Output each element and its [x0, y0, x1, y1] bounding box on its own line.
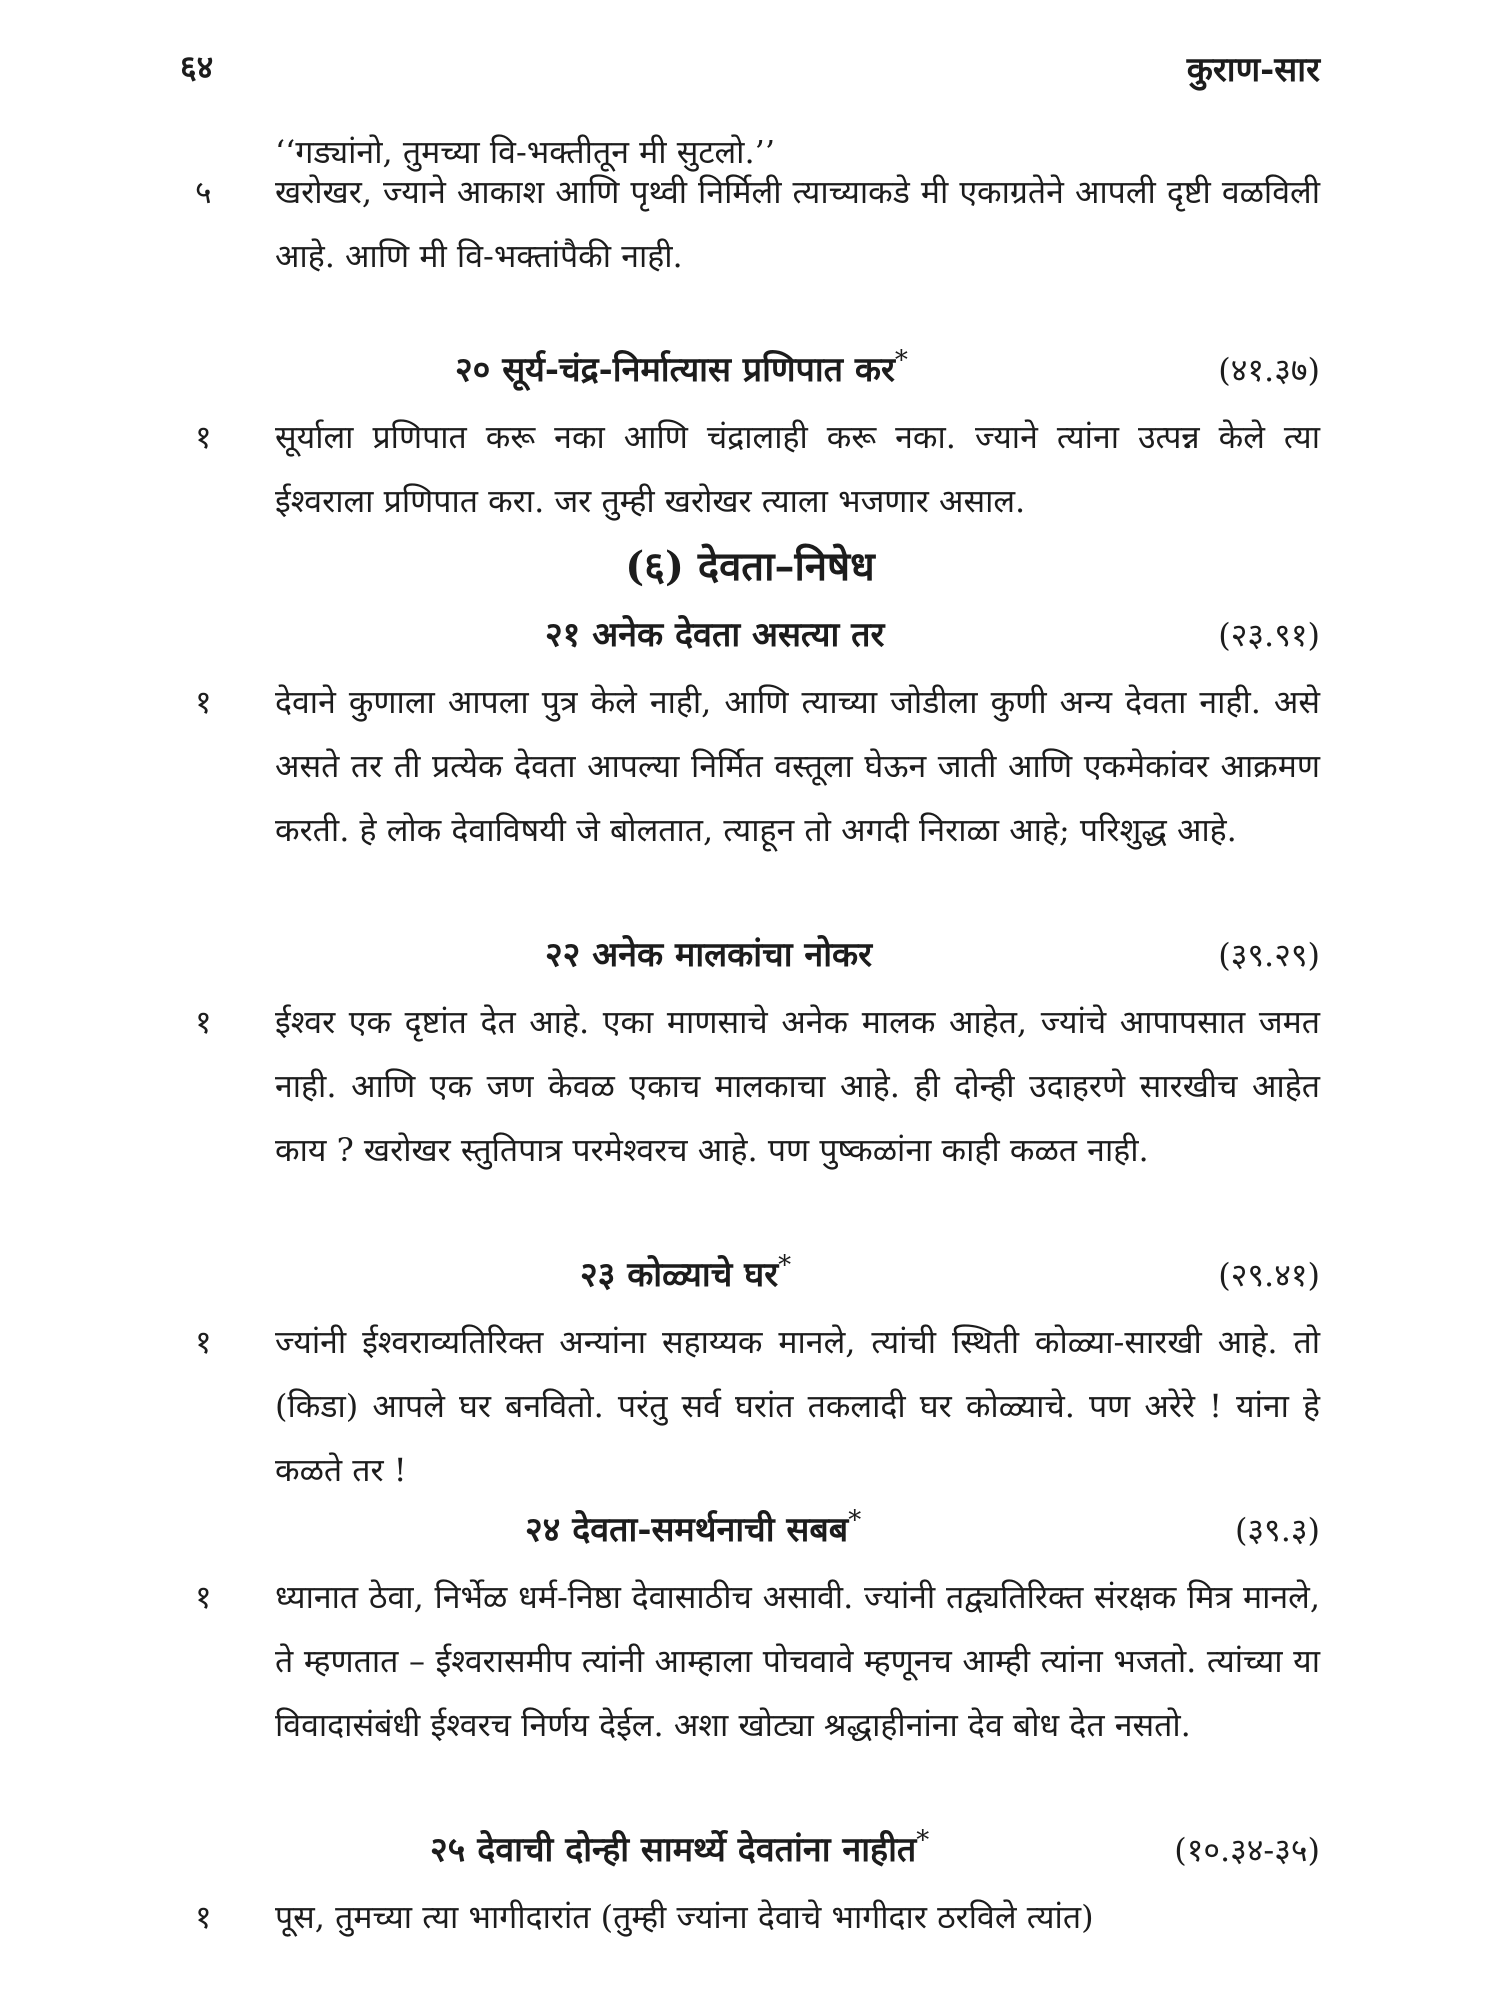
- verse-number: १: [195, 683, 212, 721]
- verse-number: ५: [195, 173, 212, 211]
- verse-number: १: [195, 1578, 212, 1616]
- verse-number: १: [195, 1003, 212, 1041]
- surah-reference: (३९.३): [1234, 1511, 1320, 1549]
- verse-continuation: ‘‘गड्यांनो, तुमच्या वि-भक्तीतून मी सुटलो.’’: [275, 133, 775, 171]
- book-title: कुराण-सार: [1186, 50, 1320, 90]
- footnote-mark: *: [778, 1250, 792, 1281]
- heading-title: २२ अनेक मालकांचा नोकर: [545, 935, 873, 975]
- surah-reference: (४१.३७): [1218, 351, 1320, 389]
- verse-text: ध्यानात ठेवा, निर्भेळ धर्म-निष्ठा देवासाठीच असावी. ज्यांनी तद्व्यतिरिक्त संरक्षक मित्र मानले, ते म्हणतात – ईश्वरासमीप त्यांनी आम्हाला पोचवावे म्हणूनच आम्ही त्यांना भजतो. त्यांच्या या विवादासंबंधी ईश्वरच निर्णय देईल. अशा खोट्या श्रद्धाहीनांना देव बोध देत नसतो.: [275, 1578, 1320, 1744]
- heading-title: २३ कोळ्याचे घर: [580, 1255, 779, 1295]
- chapter-heading: [580, 1245, 791, 1305]
- chapter-heading: [430, 1820, 929, 1880]
- verse-number: १: [195, 1898, 212, 1936]
- section-title: (६) देवता–निषेध: [625, 543, 875, 590]
- verse-text: पूस, तुमच्या त्या भागीदारांत (तुम्ही ज्यांना देवाचे भागीदार ठरविले त्यांत): [275, 1898, 1094, 1936]
- surah-reference: (२९.४१): [1218, 1256, 1320, 1294]
- surah-reference: (२३.९१): [1218, 616, 1320, 654]
- heading-title: २० सूर्य-चंद्र-निर्मात्यास प्रणिपात कर: [455, 350, 895, 390]
- surah-reference: (१०.३४-३५): [1174, 1831, 1320, 1869]
- footnote-mark: *: [848, 1505, 862, 1536]
- heading-title: २१ अनेक देवता असत्या तर: [545, 615, 885, 655]
- footnote-mark: *: [894, 345, 908, 376]
- heading-title: २४ देवता-समर्थनाची सबब: [525, 1510, 849, 1550]
- verse-text: खरोखर, ज्याने आकाश आणि पृथ्वी निर्मिली त्याच्याकडे मी एकाग्रतेने आपली दृष्टी वळविली आहे. आणि मी वि-भक्तांपैकी नाही.: [275, 173, 1320, 275]
- verse-text: सूर्याला प्रणिपात करू नका आणि चंद्रालाही करू नका. ज्याने त्यांना उत्पन्न केले त्या ईश्वराला प्रणिपात करा. जर तुम्ही खरोखर त्याला भजणार असाल.: [275, 418, 1320, 520]
- surah-reference: (३९.२९): [1218, 936, 1320, 974]
- chapter-heading: [525, 1500, 861, 1560]
- chapter-heading: [545, 925, 872, 985]
- verse-text: ज्यांनी ईश्वराव्यतिरिक्त अन्यांना सहाय्यक मानले, त्यांची स्थिती कोळ्या-सारखी आहे. तो (किडा) आपले घर बनवितो. परंतु सर्व घरांत तकलादी घर कोळ्याचे. पण अरेरे ! यांना हे कळते तर !: [275, 1323, 1320, 1489]
- chapter-heading: [455, 340, 908, 400]
- heading-title: २५ देवाची दोन्ही सामर्थ्ये देवतांना नाहीत: [430, 1830, 917, 1870]
- chapter-heading: [545, 605, 884, 665]
- verse-number: १: [195, 1323, 212, 1361]
- verse-text: ईश्वर एक दृष्टांत देत आहे. एका माणसाचे अनेक मालक आहेत, ज्यांचे आपापसात जमत नाही. आणि एक जण केवळ एकाच मालकाचा आहे. ही दोन्ही उदाहरणे सारखीच आहेत काय ? खरोखर स्तुतिपात्र परमेश्वरच आहे. पण पुष्कळांना काही कळत नाही.: [275, 1003, 1320, 1169]
- footnote-mark: *: [916, 1825, 930, 1856]
- page-number: ६४: [180, 48, 214, 86]
- verse-number: १: [195, 418, 212, 456]
- running-header: [180, 45, 1320, 105]
- verse-text: देवाने कुणाला आपला पुत्र केले नाही, आणि त्याच्या जोडीला कुणी अन्य देवता नाही. असे असते तर ती प्रत्येक देवता आपल्या निर्मित वस्तूला घेऊन जाती आणि एकमेकांवर आक्रमण करती. हे लोक देवाविषयी जे बोलतात, त्याहून तो अगदी निराळा आहे; परिशुद्ध आहे.: [275, 683, 1320, 849]
